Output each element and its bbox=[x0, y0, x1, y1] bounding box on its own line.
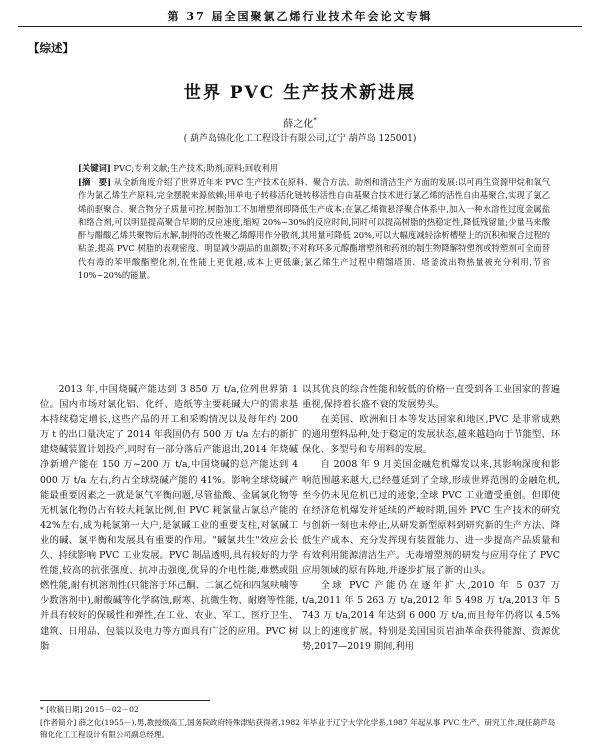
author-mark: * bbox=[313, 116, 317, 125]
footnote-rule bbox=[40, 700, 210, 701]
abstract-label: [摘 要] bbox=[78, 177, 112, 187]
paragraph: 以其优良的综合性能和较低的价格一直受到各工业国家的普遍重视,保持着长盛不衰的发展势头。 bbox=[302, 384, 560, 411]
keywords-text: PVC;专利文献;生产技术;助剂;原料;回收利用 bbox=[113, 163, 279, 173]
abstract-text: 从全新角度介绍了世界近年来 PVC 生产技术在原料、聚合方法、助剂和清洁生产方面的发展:以可再生资源甲烷和氧气作为氯乙烯生产原料,完全摆脱来源依赖;用单电子转移活化链转移活性自由基聚合技术进行氯乙烯的活性自由基聚合,实现了氯乙烯前驱聚合、聚合物分子质量可控,树脂加工不加增塑剂即降低生产成本;在氯乙烯微悬浮聚合体系中,加入一种水溶性过度金属盐和络合剂,可以明显提高聚合早期的反应速度,缩短 20%~30%的反应时间,同时可以提高树脂的热稳定性,降低残留量;少量马来酸酐与醋酸乙烯共聚物后水解,制得的改性聚乙烯醇用作分散剂,其用量可降低 20%,可以大幅度减轻涂析槽壁上的沉积和聚合过程的粘釜,提高 PVC 树脂的表观密度、明显减少副品的血颜数;不对称环多元醇酯增塑剂和药剂的制生物降解特塑剂或特塑剂可全面替代有毒的苯甲酸酯塑化剂,在性能上更优越,成本上更低廉;氯乙烯生产过程中精馏塔顶、塔釜流出物热量被充分利用,节省 10%~20%的能量。 bbox=[78, 177, 551, 281]
article-title: 世界 PVC 生产技术新进展 bbox=[183, 83, 417, 103]
body-column-right bbox=[302, 382, 560, 654]
author-line bbox=[0, 115, 600, 130]
section-label: 【综述】 bbox=[28, 41, 74, 55]
paragraph: 全球 PVC 产能仍在逐年扩大,2010 年 5 037 万 t/a,2011 年 5 263 万 t/a,2012 年 5 498 万 t/a,2013 年 5 743 万 t/a,2014 年达到 6 000 万 t/a,而且每年仍将以 4.5% 以上的速度扩展。特别是美国国页岩油革命获得能源、资源优势,2017—2019 期间,利用 bbox=[302, 580, 560, 652]
affiliation: ( 葫芦岛锦化化工工程设计有限公司,辽宁 葫芦岛 125001) bbox=[183, 134, 417, 144]
paragraph: 在美国、欧洲和日本等发达国家和地区,PVC 是非常成熟的通用塑料品种,处于稳定的发展状态,越来越趋向于节能型、环保化、多型号和专用料的发展。 bbox=[302, 414, 560, 456]
abstract bbox=[78, 176, 550, 282]
body-column-left bbox=[40, 382, 298, 654]
keywords-label: [关键词] bbox=[78, 163, 111, 173]
author-name: 薛之化 bbox=[283, 119, 314, 130]
author-intro: [作者简介] 薛之化(1955－),男,教授级高工,国务院政府特殊津贴获得者,1982 年毕业于辽宁大学化学系,1987 年起从事 PVC 生产、研究工作,现任葫芦岛锦化化工工程设计有限公司副总经理。 bbox=[40, 718, 556, 739]
journal-header: 第 37 届全国聚氯乙烯行业技术年会论文专辑 bbox=[167, 10, 433, 23]
header-rule bbox=[18, 26, 582, 27]
paragraph: 2013 年,中国烧碱产能达到 3 850 万 t/a,位列世界第 1 位。国内市场对氯化铝、化纤、造纸等主要耗碱大户的需求基本持续稳定增长,这些产品的开工和采购情况以及每年约 200 万 t 的出口量决定了 2014 年我国仍有 500 万 t/a 左右的新扩建烧碱装置计划投产,同时有一部分落后产能退出,2014 年烧碱净新增产能在 150 万~200 万 t/a,中国烧碱的总产能达到 4 000 万 t/a 左右,约占全球烧碱产能的 41%。影响全球烧碱产能最重要因素之一就是氯气平衡问题,尽管盐酸、金属氯化物等无机氯化物仍占有较大耗氯比例,但 PVC 耗氯量占氯总产能的 42%左右,成为耗氯第一大户,是氯碱工业的重要支柱,对氯碱工业的碱、氯平衡和发展具有重要的作用。"碱氯共生"效应会长久、持续影响 PVC 工业发展。PVC 制品透明,具有较好的力学性能,较高的抗张强度、抗冲击强度,优异的介电性能,难燃或阻燃性能,耐有机溶剂性(只能溶于环己酮、二氯乙烷和四氢呋喃等少数溶剂中),耐酸碱等化学腐蚀,耐寒、抗微生物、耐磨等性能,并具有较好的保暖性和弹性,在工业、农业、军工、医疗卫生、建筑、日用品、包装以及电力等方面具有广泛的应用。PVC 树脂 bbox=[40, 384, 298, 652]
paragraph: 自 2008 年 9 月美国金融危机爆发以来,其影响深度和影响范围越来越大,已经蔓延到了全球,形成世界范围的金融危机,至今仍未见危机已过的迹象,全球 PVC 工业遭受重创。但即使在经济危机爆发并延续的严峻时期,国外 PVC 生产技术的研究与创新一刻也未停止,从研发新型原料到研究新的生产方法、降低生产成本、充分发挥现有装置能力、进一步提高产品质量和有效利用能源清洁生产。无毒增塑剂的研发与应用夺住了 PVC 应用领域的原有阵地,并逐步扩展了新的山头。 bbox=[302, 459, 560, 577]
keywords bbox=[78, 162, 550, 175]
received-date: * [收稿日期] 2015－02－02 bbox=[40, 705, 139, 714]
